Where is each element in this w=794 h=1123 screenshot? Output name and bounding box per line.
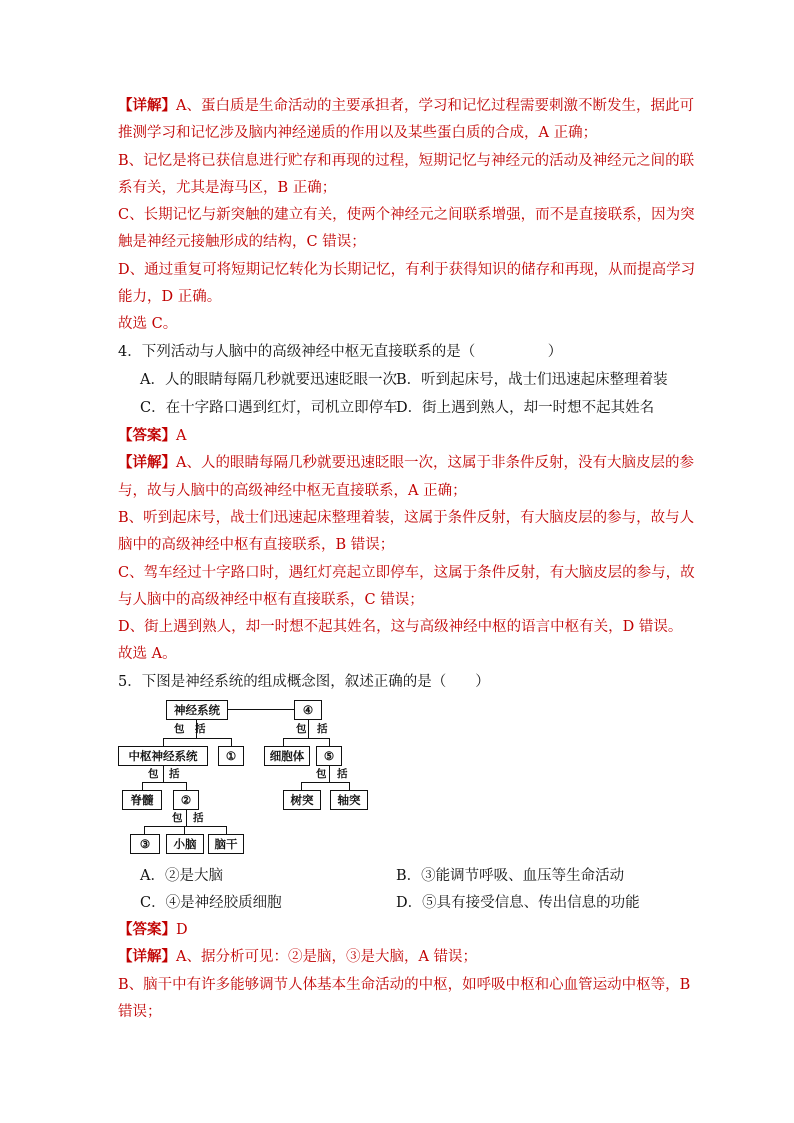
q5-option-b: B．③能调节呼吸、血压等生命活动 (396, 868, 625, 884)
q4-answer (118, 426, 186, 446)
include-label: 包 括 (296, 723, 328, 735)
connector-line (329, 738, 330, 746)
q4-conclusion: 故选 A。 (118, 646, 177, 662)
node-5: ⑤ (316, 746, 342, 766)
q5-detail-line-1: 【详解】A、据分析可见：②是脑，③是大脑，A 错误； (118, 948, 478, 965)
q5-detail-line-3: 错误； (118, 1004, 162, 1020)
q3-detail-line-1: 【详解】A、蛋白质是生命活动的主要承担者，学习和记忆过程需要刺激不断发生，据此可 (118, 97, 694, 114)
q4-detail-line-5: C、驾车经过十字路口时，遇红灯亮起立即停车，这属于条件反射，有大脑皮层的参与，故 (118, 565, 695, 581)
q5-answer (118, 920, 188, 940)
q3-detail-line-5: C、长期记忆与新突触的建立有关，使两个神经元之间联系增强，而不是直接联系，因为突 (118, 207, 695, 223)
connector-line (186, 782, 187, 790)
q4-detail-line-4: 脑中的高级神经中枢有直接联系，B 错误； (118, 537, 395, 553)
q4-detail-line-2: 与，故与人脑中的高级神经中枢无直接联系，A 正确； (118, 483, 467, 499)
connector-line (163, 738, 231, 739)
node-cell-body: 细胞体 (264, 746, 310, 766)
detail-tag: 【详解】 (118, 948, 176, 965)
q3-detail-line-3: B、记忆是将已获信息进行贮存和再现的过程，短期记忆与神经元的活动及神经元之间的联 (118, 153, 695, 169)
include-label: 包 括 (174, 723, 206, 735)
q3-detail-line-2: 推测学习和记忆涉及脑内神经递质的作用以及某些蛋白质的合成，A 正确； (118, 125, 598, 141)
detail-tag: 【详解】 (118, 97, 176, 114)
q4-detail-line-3: B、听到起床号，战士们迅速起床整理着装，这属于条件反射，有大脑皮层的参与，故与人 (118, 510, 695, 526)
q4-option-a: A．人的眼睛每隔几秒就要迅速眨眼一次 (140, 372, 397, 388)
connector-line (283, 738, 284, 746)
q4-option-c: C．在十字路口遇到红灯，司机立即停车 (140, 400, 398, 416)
connector-line (142, 782, 186, 783)
q3-detail-line-4: 系有关，尤其是海马区，B 正确； (118, 180, 337, 196)
node-2: ② (173, 790, 199, 810)
q3-detail-line-8: 能力，D 正确。 (118, 289, 222, 305)
q3-detail-line-6: 触是神经元接触形成的结构，C 错误； (118, 234, 366, 250)
node-cns: 中枢神经系统 (118, 746, 208, 766)
q4-stem: 4．下列活动与人脑中的高级神经中枢无直接联系的是（ ） (118, 344, 563, 360)
answer-tag: 【答案】 (118, 921, 176, 938)
q5-detail-line-2: B、脑干中有许多能够调节人体基本生命活动的中枢，如呼吸中枢和心血管运动中枢等，B (118, 977, 691, 993)
q3-detail-line-7: D、通过重复可将短期记忆转化为长期记忆，有利于获得知识的储存和再现，从而提高学习 (118, 262, 696, 278)
connector-line (144, 826, 145, 834)
nervous-system-concept-diagram (118, 700, 368, 856)
q4-detail-line-7: D、街上遇到熟人，却一时想不起其姓名，这与高级神经中枢的语言中枢有关，D 错误。 (118, 619, 683, 635)
q4-detail-line-6: 与人脑中的高级神经中枢有直接联系，C 错误； (118, 592, 424, 608)
node-nervous-system: 神经系统 (166, 700, 228, 720)
node-cerebellum: 小脑 (166, 834, 204, 854)
q5-option-d: D．⑤具有接受信息、传出信息的功能 (396, 895, 640, 911)
q4-detail-line-1: 【详解】A、人的眼睛每隔几秒就要迅速眨眼一次，这属于非条件反射，没有大脑皮层的参 (118, 454, 694, 471)
node-3: ③ (130, 834, 160, 854)
q4-option-b: B．听到起床号，战士们迅速起床整理着装 (396, 372, 668, 388)
answer-value: A (176, 428, 187, 444)
node-brainstem: 脑干 (208, 834, 244, 854)
connector-line (144, 826, 226, 827)
connector-line (228, 709, 294, 710)
connector-line (184, 826, 185, 834)
node-axon: 轴突 (330, 790, 368, 810)
answer-value: D (176, 922, 188, 938)
q5-option-a: A．②是大脑 (140, 868, 223, 884)
connector-line (163, 738, 164, 746)
connector-line (142, 782, 143, 790)
include-label: 包 括 (316, 768, 348, 780)
q5-option-c: C．④是神经胶质细胞 (140, 895, 282, 911)
node-spinal-cord: 脊髓 (122, 790, 162, 810)
connector-line (349, 782, 350, 790)
connector-line (301, 782, 302, 790)
answer-tag: 【答案】 (118, 427, 176, 444)
q3-conclusion: 故选 C。 (118, 316, 178, 332)
include-label: 包 括 (172, 812, 204, 824)
node-4: ④ (294, 700, 322, 720)
connector-line (226, 826, 227, 834)
include-label: 包 括 (148, 768, 180, 780)
q5-stem: 5．下图是神经系统的组成概念图，叙述正确的是（ ） (118, 674, 490, 690)
detail-tag: 【详解】 (118, 454, 176, 471)
connector-line (301, 782, 349, 783)
connector-line (283, 738, 329, 739)
node-1: ① (218, 746, 244, 766)
q4-option-d: D．街上遇到熟人，却一时想不起其姓名 (396, 400, 655, 416)
connector-line (231, 738, 232, 746)
node-dendrite: 树突 (283, 790, 321, 810)
